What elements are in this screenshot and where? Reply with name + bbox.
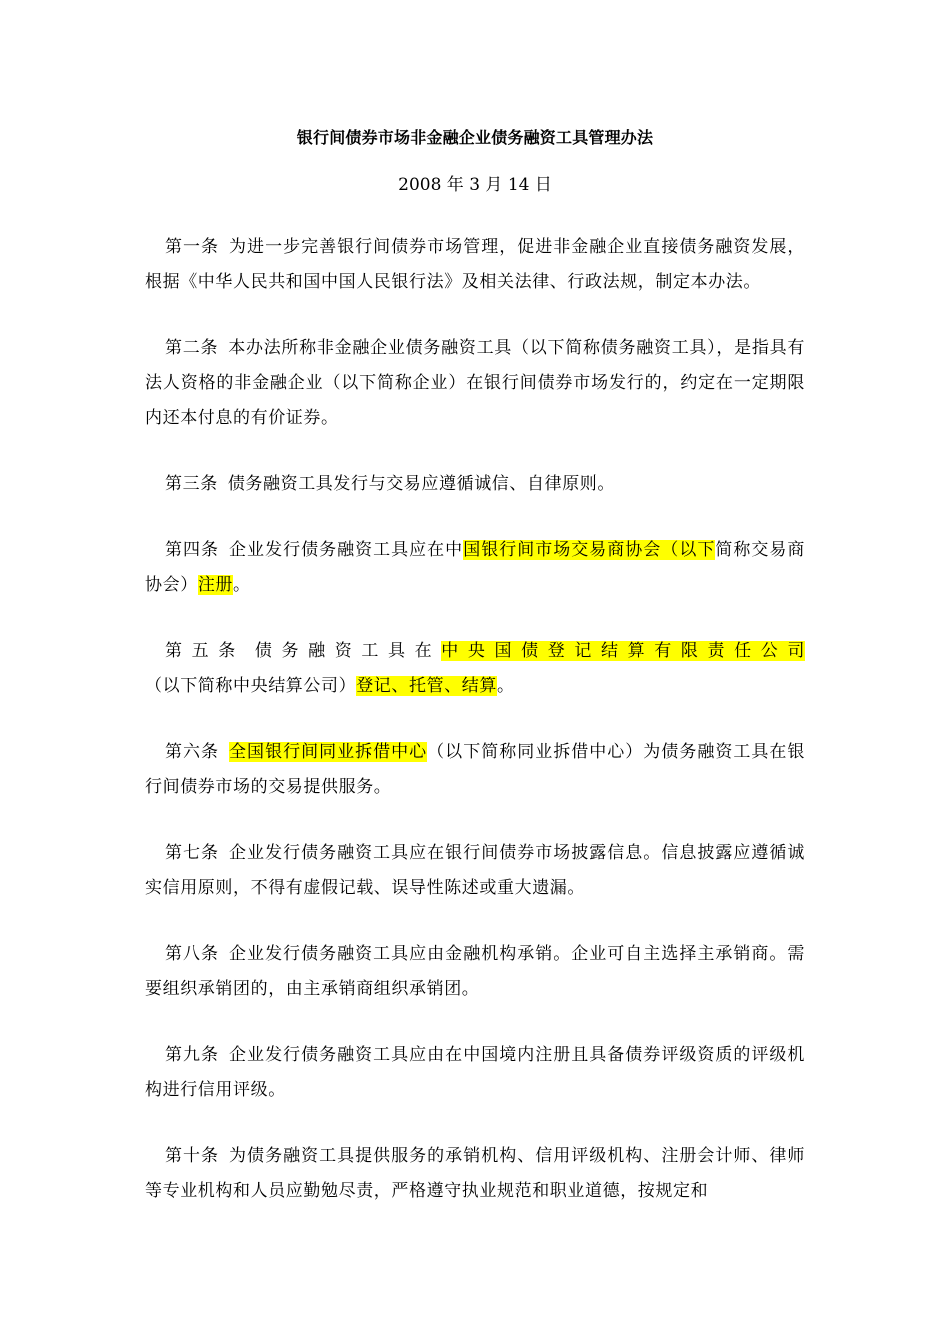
highlighted-text: 登记、托管、结算 [356, 676, 498, 696]
article-1 [145, 230, 805, 300]
article-text: 企业发行债务融资工具应在中 [229, 540, 464, 560]
article-10 [145, 1139, 805, 1209]
article-text: 企业发行债务融资工具应由在中国境内注册且具备债券评级资质的评级机构进行信用评级。 [145, 1045, 805, 1100]
document-date: 2008 年 3 月 14 日 [398, 175, 552, 195]
article-label: 第六条 [165, 742, 220, 762]
highlighted-text: 中央国债登记结算有限责任公司 [441, 641, 806, 661]
article-6 [145, 735, 805, 805]
article-text: （以下简称同业拆借中心）为债务融资工具在银行间债券市场的交易提供服务。 [145, 742, 805, 797]
article-text: 企业发行债务融资工具应由金融机构承销。企业可自主选择主承销商。需要组织承销团的，由主承销商组织承销团。 [145, 944, 805, 999]
article-3 [145, 467, 805, 502]
article-text: 本办法所称非金融企业债务融资工具（以下简称债务融资工具），是指具有法人资格的非金融企业（以下简称企业）在银行间债券市场发行的，约定在一定期限内还本付息的有价证券。 [145, 338, 805, 428]
highlighted-text: 注册 [197, 575, 234, 595]
article-label: 第二条 [165, 338, 219, 358]
document-body [145, 230, 805, 1240]
article-text: 。 [497, 676, 515, 696]
article-text: 企业发行债务融资工具应在银行间债券市场披露信息。信息披露应遵循诚实信用原则，不得有虚假记载、误导性陈述或重大遗漏。 [145, 843, 805, 898]
highlighted-text: 全国银行间同业拆借中心 [229, 742, 428, 762]
article-label: 第一条 [165, 237, 220, 257]
article-label: 第九条 [165, 1045, 220, 1065]
article-text: （以下简称中央结算公司） [145, 676, 357, 696]
article-label: 第七条 [165, 843, 220, 863]
article-text: 为进一步完善银行间债券市场管理，促进非金融企业直接债务融资发展，根据《中华人民共和国中国人民银行法》及相关法律、行政法规，制定本办法。 [145, 237, 805, 292]
article-7 [145, 836, 805, 906]
article-text: 。 [233, 575, 251, 595]
article-text: 为债务融资工具提供服务的承销机构、信用评级机构、注册会计师、律师等专业机构和人员应勤勉尽责，严格遵守执业规范和职业道德，按规定和 [145, 1146, 805, 1201]
article-label: 第三条 [165, 474, 218, 494]
article-text: 债务融资工具在 [254, 641, 442, 661]
article-label: 第四条 [165, 540, 220, 560]
article-label: 第八条 [165, 944, 220, 964]
article-5 [145, 634, 805, 704]
article-8 [145, 937, 805, 1007]
article-9 [145, 1038, 805, 1108]
article-2 [145, 331, 805, 436]
article-label: 第五条 [165, 641, 245, 661]
article-text: 简称交易商协会） [145, 540, 805, 595]
document-title: 银行间债券市场非金融企业债务融资工具管理办法 [296, 128, 654, 147]
highlighted-text: 国银行间市场交易商协会（以下 [463, 540, 716, 560]
article-text: 债务融资工具发行与交易应遵循诚信、自律原则。 [227, 474, 616, 494]
article-label: 第十条 [165, 1146, 220, 1166]
article-4 [145, 533, 805, 603]
